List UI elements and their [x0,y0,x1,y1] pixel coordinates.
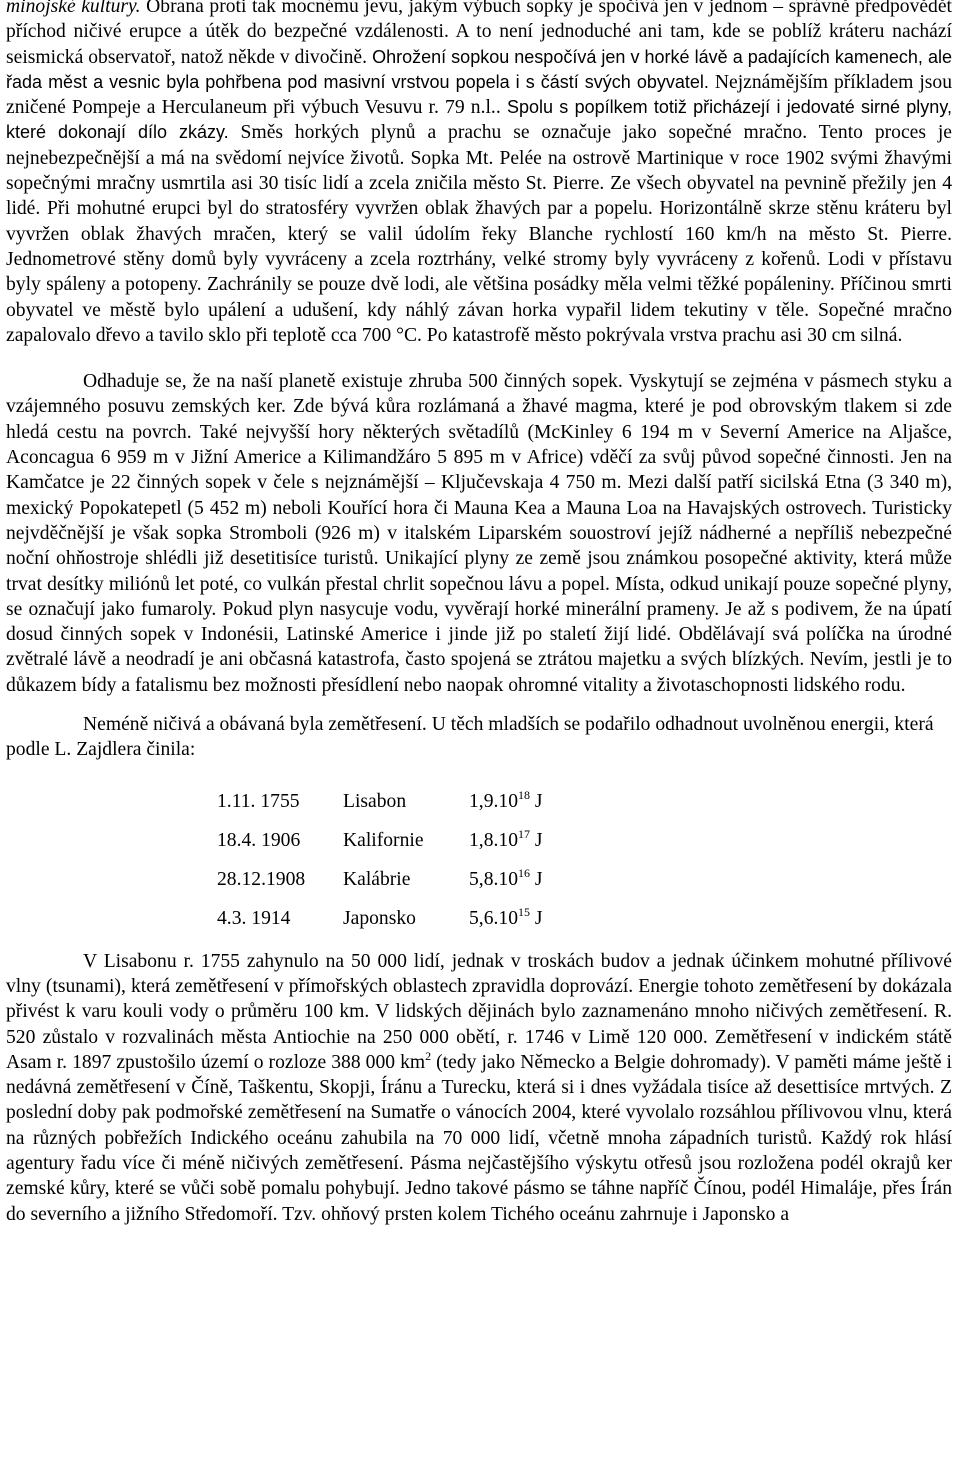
paragraph-text: Nejznámějším příkladem jsou zničené Pompeje a Herculaneum při výbuch Vesuvu r. 79 n.l.. [6,71,952,119]
table-row [217,900,543,939]
paragraph-text: Směs horkých plynů a prachu se označuje jako sopečné mračno. Tento proces je nejnebezpečnější a má na svědomí nejvíce životů. Sopka Mt. Pelée na ostrově Martinique v roce 1902 svými žhavými sopečnými mračny usmrtila asi 30 tisíc lidí a zcela zničila město St. Pierre. Ze všech obyvatel na pevnině přežily jen 4 lidé. Při mohutné erupci byl do stratosféry vyvržen oblak žhavých par a popelu. Horizontálně skrze stěnu kráteru byl vyvržen oblak žhavých mračen, který se valil údolím řeky Blanche rychlostí 160 km/h na město St. Pierre. Jednometrové stěny domů byly vyvráceny a zcela roztrhány, velké stromy byly vyvráceny z kořenů. Lodi v přístavu byly spáleny a potopeny. Zachránily se pouze dvě lodi, ale většina posádky měla velmi těžké popáleniny. Příčinou smrti obyvatel ve městě bylo upálení a udušení, kdy náhlý závan horka vypařil lidem tekutiny v těle. Sopečné mračno zapalovalo dřevo a tavilo sklo při teplotě cca 700 °C. Po katastrofě město pokrývala vrstva prachu asi 30 cm silná. [6,122,952,346]
quake-place: Japonsko [343,908,416,930]
paragraph-earthquakes-intro: Neméně ničivá a obávaná byla zemětřesení. U těch mladších se podařilo odhadnout uvolněnou energii, která podle L. Zajdlera činila: [6,714,934,761]
paragraph-volcanoes: Odhaduje se, že na naší planetě existuje zhruba 500 činných sopek. Vyskytují se zejména v pásmech styku a vzájemného posuvu zemských ker. Zde bývá kůra rozlámaná a žhavé magma, které je pod obrovským tlakem si zde hledá cestu na povrch. Také nejvyšší hory některých světadílů (McKinley 6 194 m v Severní Americe na Aljašce, Aconcagua 6 959 m v Jižní Americe a Kilimandžáro 5 895 m v Africe) vděčí za svůj původ sopečné činnosti. Jen na Kamčatce je 22 činných sopek v čele s nejznámější – Ključevskaja 4 750 m. Mezi další patří sicilská Etna (3 340 m), mexický Popokatepetl (5 452 m) neboli Kouřící hora či Mauna Kea a Mauna Loa na Havajských ostrovech. Turisticky nejvděčnější je však sopka Stromboli (926 m) v italském Liparském souostroví jejíž nádherné a nepříliš nebezpečné noční ohňostroje shlédli již desetitisíce turistů. Unikající plyny ze země jsou známkou posopečné aktivity, která může trvat desítky miliónů let poté, co vulkán přestal chrlit sopečnou lávu a popel. Místa, odkud unikají pouze sopečné plyny, se označují jako fumaroly. Pokud plyn nasycuje vodu, vyvěrají horké minerální prameny. Je až s podivem, že na úpatí dosud činných sopek v Indonésii, Latinské Americe i jinde již po staletí žijí lidé. Obdělávají svá políčka na úrodné zvětralé lávě a neodradí je ani občasná katastrofa, často spojená se ztrátou majetku a svých blízkých. Nevím, jestli je to důkazem bídy a fatalismu bez možnosti přesídlení nebo naopak ohromné vitality a životaschopnosti lidského rodu. [6,371,952,696]
energy-exponent: 16 [517,866,530,881]
paragraph-text: V Lisabonu r. 1755 zahynulo na 50 000 lidí, jednak v troskách budov a jednak účinkem mohutné přílivové vlny (tsunami), která zemětřesení v přímořských oblastech zpravidla doprovází. Energie tohoto zemětřesení by dokázala přivést k varu kouli vody o průměru 100 km. V lidských dějinách bylo zaznamenáno mnoho ničivých zemětřesení. R. 520 zůstalo v rozvalinách města Antiochie na 250 000 obětí, r. 1746 v Limě 120 000. Zemětřesení v indickém státě Asam r. 1897 zpustošilo území o rozloze 388 000 km [6,950,952,1073]
energy-exponent: 15 [517,905,530,920]
quake-date: 18.4. 1906 [217,830,301,852]
paragraph-text: Obrana proti tak mocnému jevu, jakým výbuch sopky je spočívá jen v jednom – správně předpovědět příchod ničivé erupce a útěk do bezpečné vzdálenosti. A to není jednoduché ani tam, kde se poblíž kráteru nachází seismická observatoř, natož někde v divočině. [6,0,952,68]
energy-unit: J [529,830,543,852]
area-unit-exponent: 2 [425,1048,432,1063]
quake-date: 4.3. 1914 [217,908,291,930]
paragraph-text-sans: Ohrožení sopkou nespočívá jen v horké lávě a padajících kamenech, ale řada měst a vesnic byla pohřbena pod masivní vrstvou popela i s částí svých obyvatel. [6,46,953,92]
table-row [217,861,543,900]
earthquake-energy-table [217,783,543,939]
energy-mantissa: 1,8.10 [469,830,518,852]
energy-exponent: 18 [517,788,530,803]
energy-mantissa: 5,8.10 [469,869,518,891]
quake-energy [469,822,543,861]
quake-energy [469,783,543,822]
table-row [217,783,543,822]
energy-mantissa: 5,6.10 [469,908,518,930]
quake-date: 28.12.1908 [217,869,306,891]
energy-exponent: 17 [517,827,530,842]
paragraph-lisbon [6,949,952,1227]
quake-place: Kalifornie [343,830,424,852]
quake-energy [469,900,543,939]
energy-mantissa: 1,9.10 [469,791,518,813]
energy-unit: J [529,908,543,930]
italic-lead-text: minojské kultury. [6,0,141,17]
quake-place: Kalábrie [343,869,411,891]
quake-place: Lisabon [343,791,407,813]
quake-date: 1.11. 1755 [217,791,300,813]
energy-unit: J [529,869,543,891]
table-row [217,822,543,861]
paragraph-text: (tedy jako Německo a Belgie dohromady). V paměti máme ještě i nedávná zemětřesení v Číně, Taškentu, Skopji, Íránu a Turecku, která si i dnes vyžádala tisíce až desettisíce mrtvých. Z poslední doby pak podmořské zemětřesení na Sumatře o vánocích 2004, které vyvolalo rozsáhlou přílivovou vlnu, která na různých pobřežích Indického oceánu zahubila na 70 000 lidí, včetně mnoha západních turistů. Každý rok hlásí agentury řadu více či méně ničivých zemětřesení. Pásma nejčastějšího výskytu otřesů jsou rozložena podél okrajů ker zemské kůry, které se vůči sobě pomalu pohybují. Jedno takové pásmo se táhne napříč Čínou, podél Himaláje, přes Írán do severního a jižního Středomoří. Tzv. ohňový prsten kolem Tichého oceánu zahrnuje i Japonsko a [6,1051,953,1225]
paragraph-eruptions [6,0,952,348]
energy-unit: J [529,791,543,813]
paragraph-text-sans: Spolu s popílkem totiž přicházejí i jedovaté sirné plyny, které dokonají dílo zkázy. [6,97,952,143]
quake-energy [469,861,543,900]
document-page [6,0,952,1227]
